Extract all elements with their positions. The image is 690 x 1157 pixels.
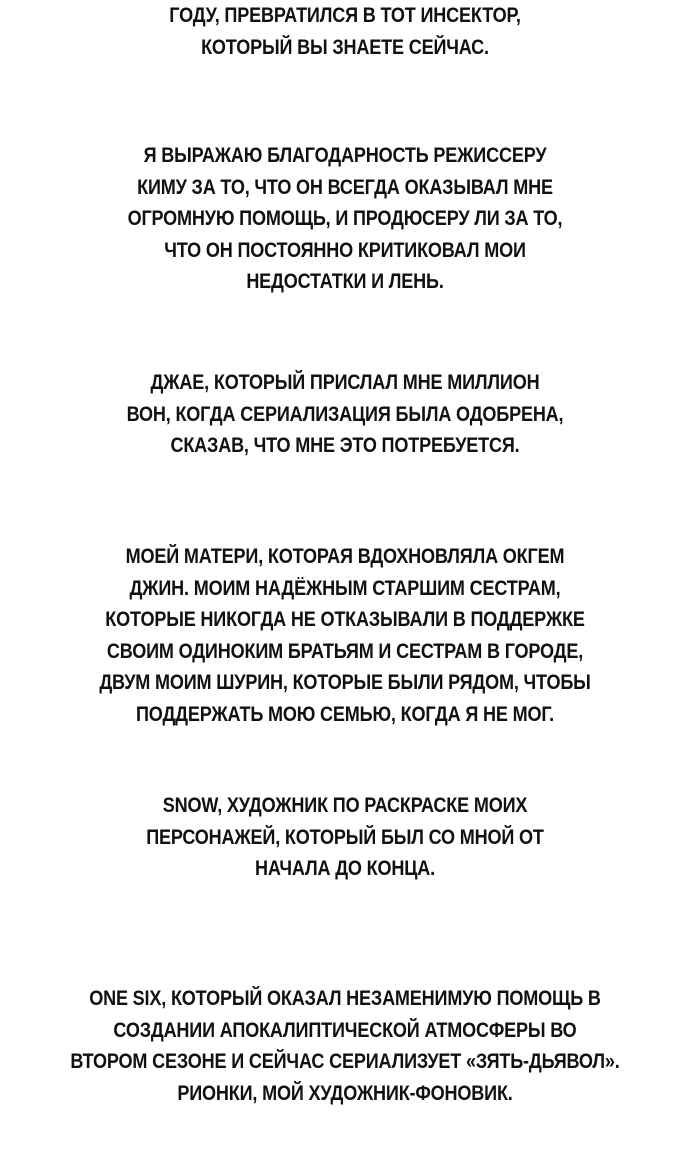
paragraph-thanks-family <box>0 541 690 730</box>
text-line: ПОДДЕРЖАТЬ МОЮ СЕМЬЮ, КОГДА Я НЕ МОГ. <box>135 702 554 726</box>
text-line: РИОНКИ, МОЙ ХУДОЖНИК-ФОНОВИК. <box>177 1081 513 1105</box>
text-line: ОГРОМНУЮ ПОМОЩЬ, И ПРОДЮСЕРУ ЛИ ЗА ТО, <box>127 207 563 230</box>
paragraph-thanks-director-producer <box>0 140 690 298</box>
text-line: НАЧАЛА ДО КОНЦА. <box>255 857 435 880</box>
text-line: ПЕРСОНАЖЕЙ, КОТОРЫЙ БЫЛ СО МНОЙ ОТ <box>146 825 544 849</box>
paragraph-thanks-jae <box>0 367 690 462</box>
text-line: НЕДОСТАТКИ И ЛЕНЬ. <box>246 270 444 293</box>
text-line: КИМУ ЗА ТО, ЧТО ОН ВСЕГДА ОКАЗЫВАЛ МНЕ <box>137 175 553 199</box>
text-line: SNOW, ХУДОЖНИК ПО РАСКРАСКЕ МОИХ <box>162 794 528 817</box>
text-line: Я ВЫРАЖАЮ БЛАГОДАРНОСТЬ РЕЖИССЕРУ <box>143 144 547 167</box>
text-line: СКАЗАВ, ЧТО МНЕ ЭТО ПОТРЕБУЕТСЯ. <box>170 434 520 457</box>
paragraph-thanks-one-six <box>0 983 690 1109</box>
paragraph-thanks-snow <box>0 790 690 885</box>
text-line: ВТОРОМ СЕЗОНЕ И СЕЙЧАС СЕРИАЛИЗУЕТ «ЗЯТЬ-ДЬЯВОЛ». <box>70 1050 620 1073</box>
text-line: ДВУМ МОИМ ШУРИН, КОТОРЫЕ БЫЛИ РЯДОМ, ЧТОБЫ <box>99 671 591 694</box>
text-line: ВОН, КОГДА СЕРИАЛИЗАЦИЯ БЫЛА ОДОБРЕНА, <box>126 402 564 426</box>
text-line: ДЖАЕ, КОТОРЫЙ ПРИСЛАЛ МНЕ МИЛЛИОН <box>150 371 540 394</box>
text-line: СВОИМ ОДИНОКИМ БРАТЬЯМ И СЕСТРАМ В ГОРОДЕ, <box>106 639 584 663</box>
text-line: ONE SIX, КОТОРЫЙ ОКАЗАЛ НЕЗАМЕНИМУЮ ПОМОЩЬ В <box>89 987 601 1010</box>
text-line: ЧТО ОН ПОСТОЯННО КРИТИКОВАЛ МОИ <box>164 238 526 262</box>
text-line: МОЕЙ МАТЕРИ, КОТОРАЯ ВДОХНОВЛЯЛА ОКГЕМ <box>125 545 565 568</box>
paragraph-insector <box>0 0 690 63</box>
text-line: СОЗДАНИИ АПОКАЛИПТИЧЕСКОЙ АТМОСФЕРЫ ВО <box>113 1018 577 1042</box>
text-line: ДЖИН. МОИМ НАДЁЖНЫМ СТАРШИМ СЕСТРАМ, <box>129 576 561 600</box>
text-line: КОТОРЫЕ НИКОГДА НЕ ОТКАЗЫВАЛИ В ПОДДЕРЖКЕ <box>105 608 585 631</box>
text-line: ГОДУ, ПРЕВРАТИЛСЯ В ТОТ ИНСЕКТОР, <box>169 4 521 27</box>
text-line: КОТОРЫЙ ВЫ ЗНАЕТЕ СЕЙЧАС. <box>201 35 489 59</box>
